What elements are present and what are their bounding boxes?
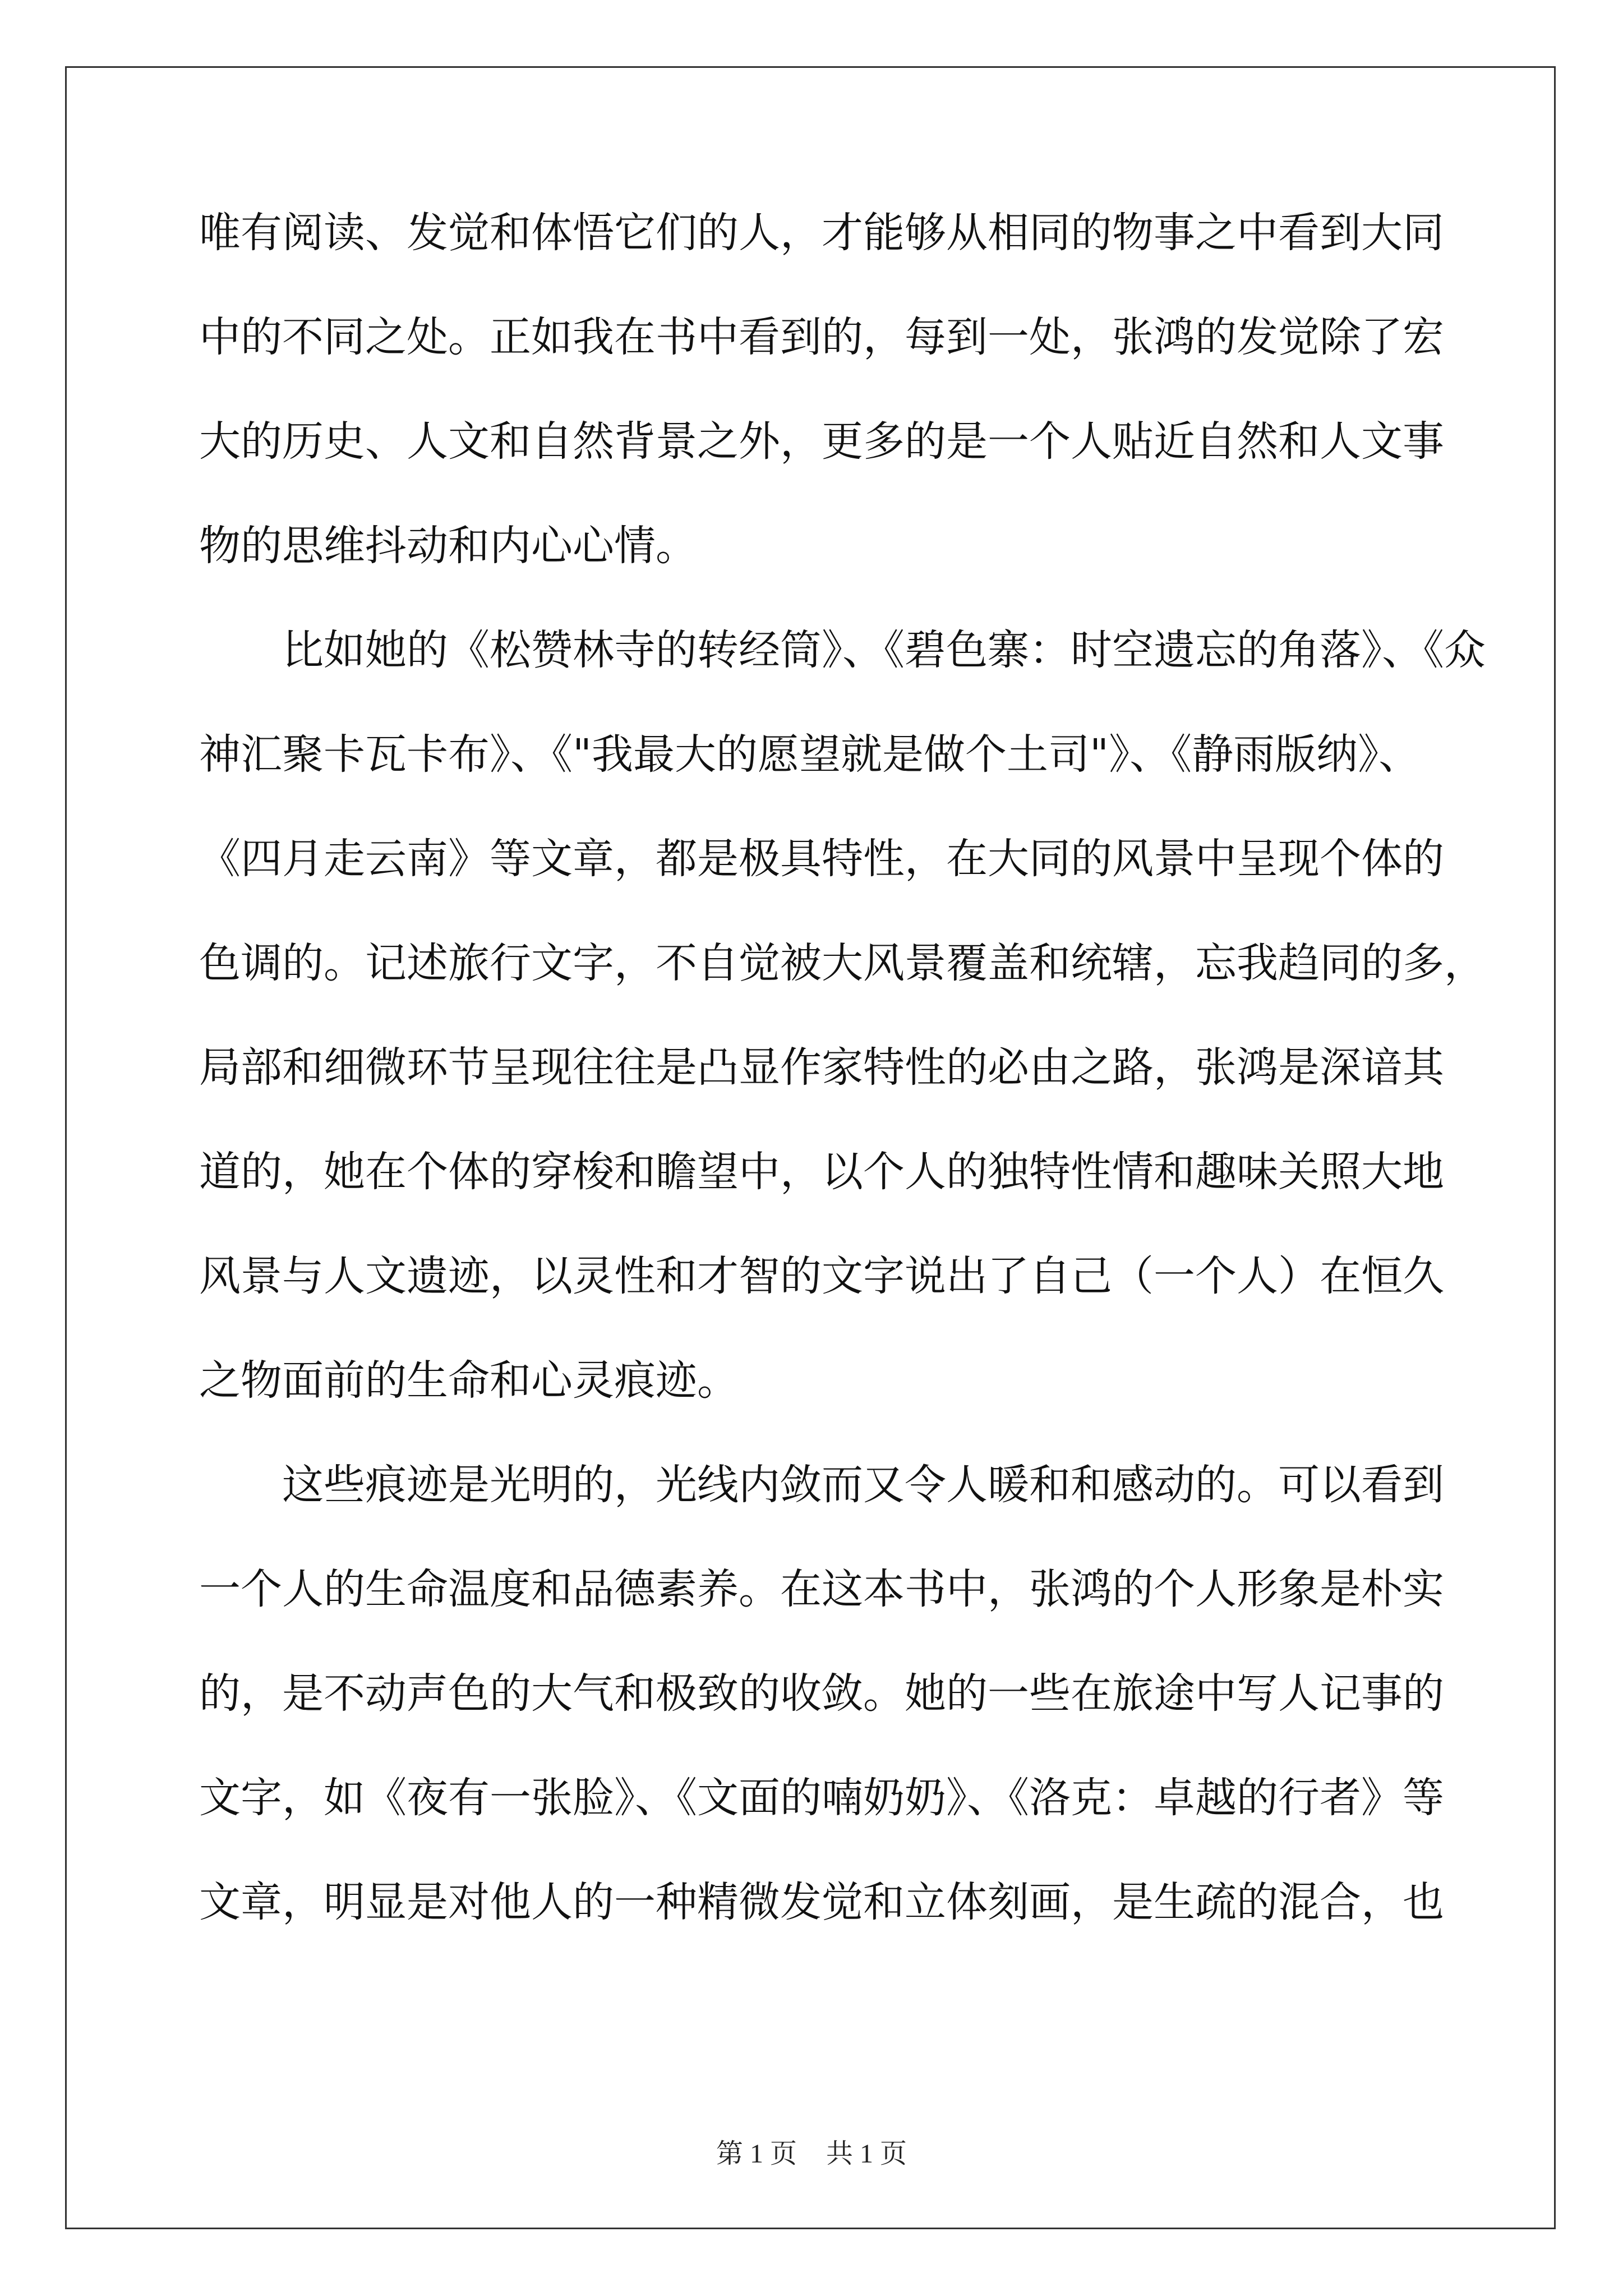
paragraph-1-line-2: 中的不同之处。正如我在书中看到的，每到一处，张鸿的发觉除了宏 xyxy=(199,313,1444,361)
paragraph-3-line-1: 这些痕迹是光明的，光线内敛而又令人暖和和感动的。可以看到 xyxy=(282,1461,1444,1509)
page-total: 共 1 页 xyxy=(826,2139,907,2169)
paragraph-1-line-3: 大的历史、人文和自然背景之外，更多的是一个人贴近自然和人文事 xyxy=(199,417,1444,466)
paragraph-2-line-2: 神汇聚卡瓦卡布》、《"我最大的愿望就是做个土司"》、《静雨版纳》、 xyxy=(199,730,1421,779)
page-number: 第 1 页 xyxy=(716,2139,797,2169)
paragraph-2-line-7: 风景与人文遗迹，以灵性和才智的文字说出了自己（一个人）在恒久 xyxy=(199,1252,1444,1300)
paragraph-3-line-3: 的，是不动声色的大气和极致的收敛。她的一些在旅途中写人记事的 xyxy=(199,1669,1444,1718)
paragraph-3-line-2: 一个人的生命温度和品德素养。在这本书中，张鸿的个人形象是朴实 xyxy=(199,1565,1444,1613)
paragraph-3-line-5: 文章，明显是对他人的一种精微发觉和立体刻画，是生疏的混合，也 xyxy=(199,1878,1444,1926)
page-footer xyxy=(0,2132,1623,2177)
paragraph-2-line-5: 局部和细微环节呈现往往是凸显作家特性的必由之路，张鸿是深谙其 xyxy=(199,1043,1444,1092)
paragraph-1-line-1: 唯有阅读、发觉和体悟它们的人，才能够从相同的物事之中看到大同 xyxy=(199,209,1444,257)
paragraph-2-line-6: 道的，她在个体的穿梭和瞻望中，以个人的独特性情和趣味关照大地 xyxy=(199,1148,1444,1196)
paragraph-1-line-4: 物的思维抖动和内心心情。 xyxy=(199,522,697,570)
paragraph-2-line-1: 比如她的《松赞林寺的转经筒》、《碧色寨：时空遗忘的角落》、《众 xyxy=(282,626,1486,674)
paragraph-2-line-3: 《四月走云南》等文章，都是极具特性，在大同的风景中呈现个体的 xyxy=(199,835,1444,883)
paragraph-3-line-4: 文字，如《夜有一张脸》、《文面的喃奶奶》、《洛克：卓越的行者》等 xyxy=(199,1774,1444,1822)
paragraph-2-line-8: 之物面前的生命和心灵痕迹。 xyxy=(199,1356,739,1405)
paragraph-2-line-4: 色调的。记述旅行文字，不自觉被大风景覆盖和统辖，忘我趋同的多， xyxy=(199,939,1486,987)
